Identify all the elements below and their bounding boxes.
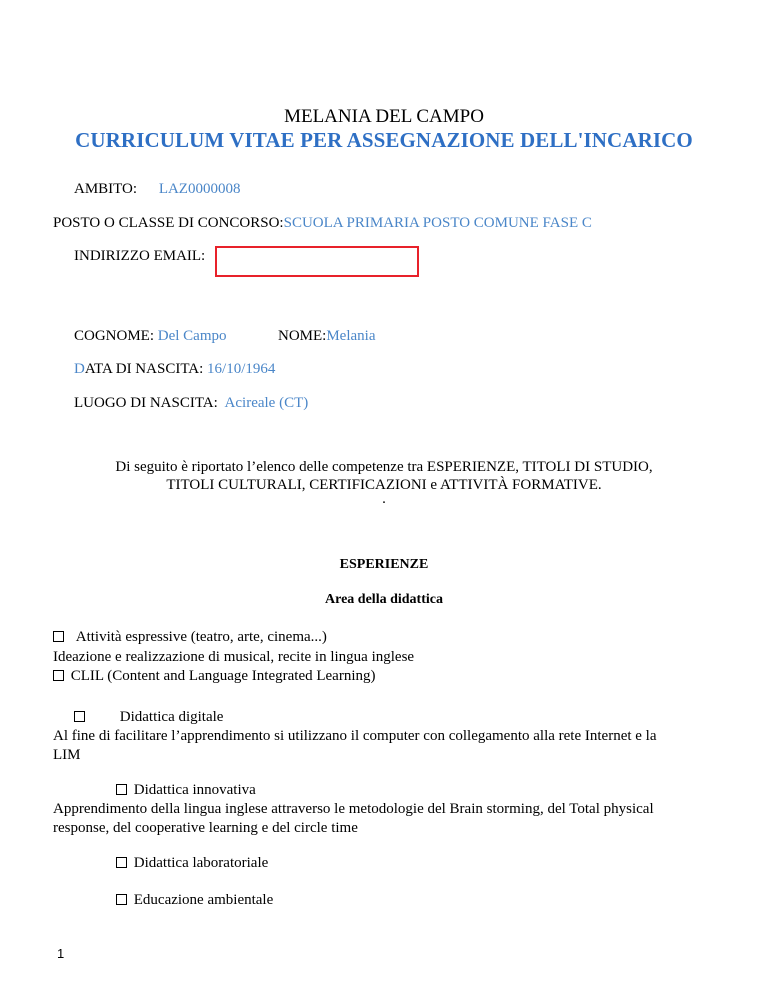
item-clil bbox=[53, 668, 376, 685]
ambito-value: LAZ0000008 bbox=[158, 181, 241, 197]
posto-row bbox=[53, 215, 592, 232]
item-digitale-label: Didattica digitale bbox=[119, 709, 224, 725]
posto-value: SCUOLA PRIMARIA POSTO COMUNE FASE C bbox=[283, 215, 592, 231]
intro-line-1: Di seguito è riportato l’elenco delle competenze tra ESPERIENZE, TITOLI DI STUDIO, bbox=[115, 459, 653, 475]
item-innovativa-label: Didattica innovativa bbox=[133, 782, 256, 798]
intro-line-2: TITOLI CULTURALI, CERTIFICAZIONI e ATTIVITÀ FORMATIVE. bbox=[166, 477, 602, 493]
page-number: 1 bbox=[57, 946, 65, 961]
item-attivita bbox=[53, 629, 327, 646]
nascita-value: 16/10/1964 bbox=[207, 361, 276, 377]
item-ambientale-label: Educazione ambientale bbox=[133, 892, 274, 908]
nome-label: NOME: bbox=[278, 328, 327, 344]
candidate-name: MELANIA DEL CAMPO bbox=[284, 106, 484, 127]
checkbox-icon[interactable] bbox=[116, 784, 127, 795]
checkbox-icon[interactable] bbox=[116, 857, 127, 868]
item-digitale-desc-2: LIM bbox=[53, 747, 81, 763]
item-attivita-label: Attività espressive (teatro, arte, cinema...) bbox=[75, 629, 327, 645]
nascita-label: ATA DI NASCITA: bbox=[84, 361, 204, 377]
nome-value: Melania bbox=[326, 328, 376, 344]
checkbox-icon[interactable] bbox=[53, 670, 64, 681]
document-title: CURRICULUM VITAE PER ASSEGNAZIONE DELL'INCARICO bbox=[75, 128, 693, 152]
nascita-row bbox=[74, 361, 275, 378]
item-innovativa bbox=[116, 782, 256, 799]
item-attivita-desc: Ideazione e realizzazione di musical, recite in lingua inglese bbox=[53, 649, 415, 665]
checkbox-icon[interactable] bbox=[53, 631, 64, 642]
intro-line-3: . bbox=[382, 491, 386, 507]
luogo-label: LUOGO DI NASCITA: bbox=[74, 395, 218, 411]
email-field[interactable] bbox=[215, 246, 419, 277]
item-digitale bbox=[74, 709, 223, 726]
luogo-row bbox=[74, 395, 308, 412]
posto-label: POSTO O CLASSE DI CONCORSO: bbox=[53, 215, 284, 231]
item-laboratoriale bbox=[116, 855, 268, 872]
ambito-row bbox=[74, 181, 240, 198]
item-innovativa-desc-1: Apprendimento della lingua inglese attraverso le metodologie del Brain storming, del Total physical bbox=[53, 801, 654, 817]
luogo-value: Acireale (CT) bbox=[224, 395, 309, 411]
cognome-label: COGNOME: bbox=[74, 328, 155, 344]
ambito-label: AMBITO: bbox=[74, 181, 138, 197]
email-label: INDIRIZZO EMAIL: bbox=[74, 248, 206, 264]
nascita-label-initial: D bbox=[74, 361, 85, 377]
section-subheading: Area della didattica bbox=[325, 592, 443, 607]
item-laboratoriale-label: Didattica laboratoriale bbox=[133, 855, 269, 871]
section-heading: ESPERIENZE bbox=[339, 557, 429, 572]
checkbox-icon[interactable] bbox=[74, 711, 85, 722]
cognome-row bbox=[74, 328, 227, 345]
item-ambientale bbox=[116, 892, 273, 909]
item-innovativa-desc-2: response, del cooperative learning e del circle time bbox=[53, 820, 358, 836]
item-digitale-desc-1: Al fine di facilitare l’apprendimento si utilizzano il computer con collegamento alla rete Internet e la bbox=[53, 728, 657, 744]
checkbox-icon[interactable] bbox=[116, 894, 127, 905]
nome-row bbox=[278, 328, 376, 345]
item-clil-label: CLIL (Content and Language Integrated Learning) bbox=[70, 668, 376, 684]
cognome-value: Del Campo bbox=[157, 328, 227, 344]
